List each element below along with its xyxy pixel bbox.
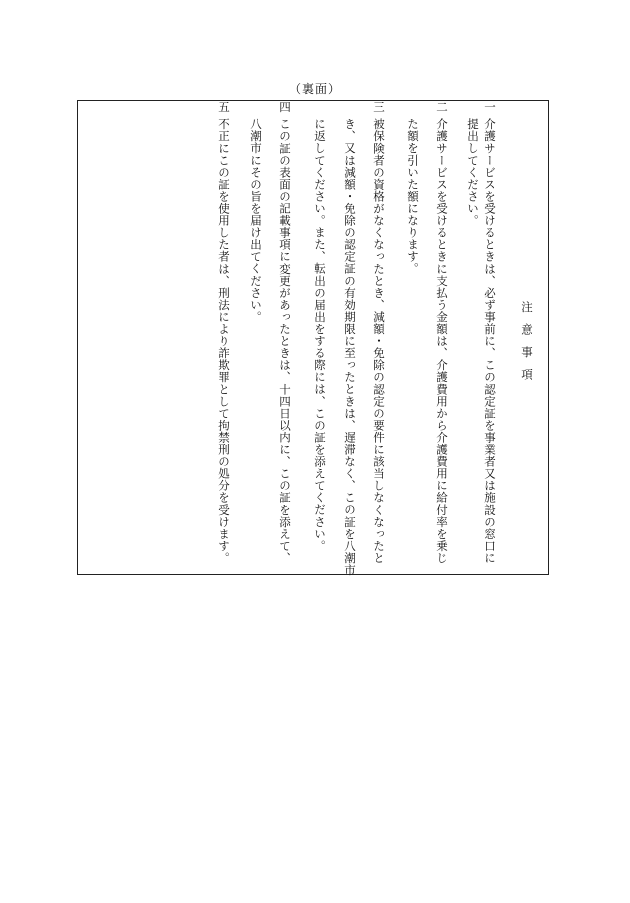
page-side-label: （裏面） (288, 82, 341, 96)
item-1-text-1: 介護サービスを受けるときは、必ず事前に、この認定証を事業者又は施設の窓口に (483, 118, 497, 564)
item-4-line-2 (247, 101, 265, 574)
item-4-text-2: 八潮市にその旨を届け出てください。 (249, 118, 263, 323)
item-1-line-2 (464, 101, 482, 574)
item-2-line-2 (404, 101, 422, 574)
item-2-number: 二 (435, 101, 449, 114)
item-5-text-1: 不正にこの証を使用した者は、刑法により詐欺罪として拘禁刑の処分を受けます。 (217, 118, 231, 564)
item-3-line-3 (311, 101, 329, 574)
item-2-text-2: た額を引いた額になります。 (406, 118, 420, 275)
item-3-line-2 (341, 101, 359, 574)
item-3-text-2: き、又は減額・免除の認定証の有効期限に至ったときは、遅滞なく、この証を八潮市 (343, 118, 357, 576)
item-4-number: 四 (278, 101, 292, 114)
item-4-text-1: この証の表面の記載事項に変更があったときは、十四日以内に、この証を添えて、 (278, 118, 292, 564)
item-3-line-1 (370, 101, 388, 574)
notice-box (77, 100, 549, 575)
item-1-text-2: 提出してください。 (466, 118, 480, 227)
item-3-text-3: に返してください。また、転出の届出をする際には、この証を添えてください。 (313, 118, 327, 552)
item-2-line-1 (433, 101, 451, 574)
item-3-number: 三 (372, 101, 386, 114)
item-5-line-1 (215, 101, 233, 574)
notice-title: 注意事項 (520, 301, 534, 391)
item-5-number: 五 (217, 101, 231, 114)
item-2-text-1: 介護サービスを受けるときに支払う金額は、介護費用から介護費用に給付率を乗じ (435, 118, 449, 564)
item-1-number: 一 (483, 101, 497, 114)
item-4-line-1 (276, 101, 294, 574)
item-3-text-1: 被保険者の資格がなくなったとき、減額・免除の認定の要件に該当しなくなったと (372, 118, 386, 564)
item-1-line-1 (481, 101, 499, 574)
